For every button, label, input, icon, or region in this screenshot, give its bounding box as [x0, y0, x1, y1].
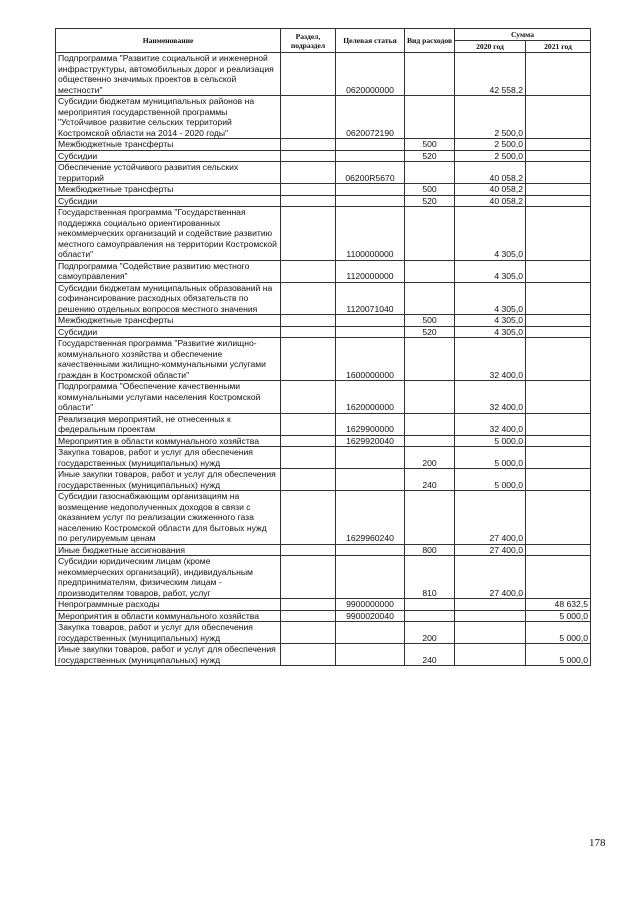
- cell-section: [281, 610, 336, 622]
- cell-2021: [526, 435, 591, 447]
- header-section: Раздел, подраздел: [281, 29, 336, 53]
- cell-2020: 2 500,0: [455, 139, 526, 151]
- cell-2020: 27 400,0: [455, 491, 526, 545]
- cell-2020: 5 000,0: [455, 435, 526, 447]
- cell-kind: 200: [405, 447, 455, 469]
- cell-section: [281, 184, 336, 196]
- table-row: [56, 260, 591, 282]
- cell-2020: 4 305,0: [455, 207, 526, 261]
- cell-2020: 40 058,2: [455, 195, 526, 207]
- cell-section: [281, 139, 336, 151]
- table-row: [56, 413, 591, 435]
- cell-kind: [405, 282, 455, 315]
- cell-name: Подпрограмма "Содействие развитию местного самоуправления": [56, 260, 281, 282]
- cell-section: [281, 413, 336, 435]
- table-row: [56, 162, 591, 184]
- table-row: [56, 326, 591, 338]
- table-row: [56, 53, 591, 96]
- cell-name: Межбюджетные трансферты: [56, 184, 281, 196]
- table-row: [56, 282, 591, 315]
- cell-name: Субсидии: [56, 150, 281, 162]
- cell-2021: [526, 282, 591, 315]
- cell-kind: [405, 338, 455, 381]
- cell-kind: 520: [405, 195, 455, 207]
- header-target: Целевая статья: [336, 29, 405, 53]
- cell-kind: 240: [405, 469, 455, 491]
- cell-target: 9900000000: [336, 599, 405, 611]
- cell-target: 06200R5670: [336, 162, 405, 184]
- table-row: [56, 207, 591, 261]
- cell-target: [336, 326, 405, 338]
- header-kind: Вид расходов: [405, 29, 455, 53]
- cell-2021: [526, 150, 591, 162]
- cell-2021: 48 632,5: [526, 599, 591, 611]
- table-row: [56, 150, 591, 162]
- cell-kind: 240: [405, 644, 455, 666]
- cell-section: [281, 599, 336, 611]
- cell-section: [281, 53, 336, 96]
- cell-name: Государственная программа "Развитие жилищно-коммунального хозяйства и обеспечение качественными жилищно-коммунальными услугами граждан в Костромской области": [56, 338, 281, 381]
- cell-kind: [405, 96, 455, 139]
- cell-target: 1600000000: [336, 338, 405, 381]
- table-row: [56, 338, 591, 381]
- cell-2020: 4 305,0: [455, 282, 526, 315]
- cell-name: Субсидии: [56, 195, 281, 207]
- cell-target: [336, 644, 405, 666]
- cell-section: [281, 556, 336, 599]
- cell-name: Государственная программа "Государственная поддержка социально ориентированных некоммерческих организаций и содействие развитию местного самоуправления на территории Костромской области": [56, 207, 281, 261]
- table-row: [56, 644, 591, 666]
- cell-kind: 200: [405, 622, 455, 644]
- cell-2021: [526, 491, 591, 545]
- cell-section: [281, 435, 336, 447]
- table-row: [56, 184, 591, 196]
- cell-2020: [455, 610, 526, 622]
- cell-2021: [526, 338, 591, 381]
- cell-target: [336, 469, 405, 491]
- cell-target: 0620072190: [336, 96, 405, 139]
- cell-name: Межбюджетные трансферты: [56, 139, 281, 151]
- cell-2021: [526, 139, 591, 151]
- cell-kind: [405, 599, 455, 611]
- table-row: [56, 556, 591, 599]
- header-year-2021: 2021 год: [526, 41, 591, 53]
- cell-target: 9900020040: [336, 610, 405, 622]
- cell-2021: [526, 413, 591, 435]
- cell-name: Субсидии юридическим лицам (кроме некоммерческих организаций), индивидуальным предпринимателям, физическим лицам - производителям товаров, работ, услуг: [56, 556, 281, 599]
- cell-name: Субсидии газоснабжающим организациям на возмещение недополученных доходов в связи с оказанием услуг по реализации сжиженного газа населению Костромской области для бытовых нужд по регулируемым ценам: [56, 491, 281, 545]
- table-row: [56, 469, 591, 491]
- cell-kind: [405, 435, 455, 447]
- cell-section: [281, 644, 336, 666]
- table-body: [56, 53, 591, 666]
- cell-target: 1629920040: [336, 435, 405, 447]
- cell-target: 0620000000: [336, 53, 405, 96]
- cell-2020: 2 500,0: [455, 96, 526, 139]
- cell-section: [281, 150, 336, 162]
- cell-section: [281, 260, 336, 282]
- cell-2020: 2 500,0: [455, 150, 526, 162]
- cell-name: Субсидии: [56, 326, 281, 338]
- cell-section: [281, 96, 336, 139]
- cell-2021: 5 000,0: [526, 610, 591, 622]
- cell-name: Реализация мероприятий, не отнесенных к федеральным проектам: [56, 413, 281, 435]
- cell-kind: 500: [405, 315, 455, 327]
- cell-kind: 800: [405, 544, 455, 556]
- page-number: 178: [589, 837, 606, 849]
- cell-name: Иные закупки товаров, работ и услуг для обеспечения государственных (муниципальных) нужд: [56, 469, 281, 491]
- cell-2021: [526, 184, 591, 196]
- cell-name: Мероприятия в области коммунального хозяйства: [56, 610, 281, 622]
- cell-2020: 32 400,0: [455, 381, 526, 414]
- cell-kind: [405, 610, 455, 622]
- cell-target: [336, 139, 405, 151]
- cell-kind: [405, 381, 455, 414]
- cell-name: Закупка товаров, работ и услуг для обеспечения государственных (муниципальных) нужд: [56, 447, 281, 469]
- table-row: [56, 491, 591, 545]
- cell-2020: 5 000,0: [455, 447, 526, 469]
- cell-2020: 27 400,0: [455, 556, 526, 599]
- cell-2021: [526, 195, 591, 207]
- cell-name: Субсидии бюджетам муниципальных районов на мероприятия государственной программы "Устойчивое развитие сельских территорий Костромской области на 2014 - 2020 годы": [56, 96, 281, 139]
- cell-kind: 500: [405, 139, 455, 151]
- cell-2021: [526, 207, 591, 261]
- cell-target: 1120000000: [336, 260, 405, 282]
- cell-2020: [455, 599, 526, 611]
- cell-2021: 5 000,0: [526, 644, 591, 666]
- table-row: [56, 96, 591, 139]
- cell-2020: 40 058,2: [455, 162, 526, 184]
- header-name: Наименование: [56, 29, 281, 53]
- cell-2021: [526, 544, 591, 556]
- cell-target: 1120071040: [336, 282, 405, 315]
- cell-2020: 32 400,0: [455, 413, 526, 435]
- cell-kind: [405, 53, 455, 96]
- table-row: [56, 435, 591, 447]
- cell-2021: [526, 162, 591, 184]
- table-row: [56, 544, 591, 556]
- cell-target: [336, 315, 405, 327]
- cell-2020: 4 305,0: [455, 260, 526, 282]
- cell-section: [281, 326, 336, 338]
- cell-section: [281, 491, 336, 545]
- cell-target: 1100000000: [336, 207, 405, 261]
- table-header: [56, 29, 591, 53]
- cell-section: [281, 315, 336, 327]
- cell-name: Иные бюджетные ассигнования: [56, 544, 281, 556]
- cell-section: [281, 282, 336, 315]
- budget-table: [55, 28, 591, 666]
- cell-2021: [526, 326, 591, 338]
- cell-kind: [405, 413, 455, 435]
- cell-2021: [526, 53, 591, 96]
- cell-section: [281, 544, 336, 556]
- cell-target: [336, 544, 405, 556]
- table-row: [56, 622, 591, 644]
- cell-target: 1629900000: [336, 413, 405, 435]
- table-row: [56, 381, 591, 414]
- cell-section: [281, 195, 336, 207]
- cell-kind: 500: [405, 184, 455, 196]
- cell-name: Субсидии бюджетам муниципальных образований на софинансирование расходных обязательств по решению отдельных вопросов местного значения: [56, 282, 281, 315]
- cell-2020: 42 558,2: [455, 53, 526, 96]
- cell-name: Непрограммные расходы: [56, 599, 281, 611]
- cell-2021: [526, 469, 591, 491]
- table-row: [56, 195, 591, 207]
- cell-2021: [526, 556, 591, 599]
- cell-kind: 520: [405, 150, 455, 162]
- cell-2020: 5 000,0: [455, 469, 526, 491]
- table-row: [56, 315, 591, 327]
- cell-name: Обеспечение устойчивого развития сельских территорий: [56, 162, 281, 184]
- cell-section: [281, 469, 336, 491]
- cell-2021: [526, 96, 591, 139]
- cell-2021: [526, 315, 591, 327]
- cell-2020: 32 400,0: [455, 338, 526, 381]
- cell-section: [281, 381, 336, 414]
- cell-target: [336, 622, 405, 644]
- cell-target: 1620000000: [336, 381, 405, 414]
- cell-section: [281, 622, 336, 644]
- cell-2021: 5 000,0: [526, 622, 591, 644]
- header-sum: Сумма: [455, 29, 591, 41]
- header-year-2020: 2020 год: [455, 41, 526, 53]
- cell-section: [281, 447, 336, 469]
- cell-2020: 4 305,0: [455, 326, 526, 338]
- cell-name: Подпрограмма "Обеспечение качественными коммунальными услугами населения Костромской области": [56, 381, 281, 414]
- cell-kind: [405, 260, 455, 282]
- cell-target: [336, 556, 405, 599]
- cell-2021: [526, 260, 591, 282]
- cell-section: [281, 338, 336, 381]
- cell-target: 1629960240: [336, 491, 405, 545]
- cell-2021: [526, 447, 591, 469]
- cell-kind: [405, 207, 455, 261]
- table-row: [56, 599, 591, 611]
- cell-kind: 520: [405, 326, 455, 338]
- cell-2020: 27 400,0: [455, 544, 526, 556]
- cell-kind: [405, 491, 455, 545]
- cell-name: Мероприятия в области коммунального хозяйства: [56, 435, 281, 447]
- cell-2021: [526, 381, 591, 414]
- table-row: [56, 447, 591, 469]
- cell-name: Иные закупки товаров, работ и услуг для обеспечения государственных (муниципальных) нужд: [56, 644, 281, 666]
- table-row: [56, 610, 591, 622]
- cell-section: [281, 207, 336, 261]
- cell-target: [336, 447, 405, 469]
- cell-2020: 40 058,2: [455, 184, 526, 196]
- cell-target: [336, 150, 405, 162]
- cell-kind: [405, 162, 455, 184]
- cell-2020: [455, 622, 526, 644]
- cell-section: [281, 162, 336, 184]
- cell-name: Закупка товаров, работ и услуг для обеспечения государственных (муниципальных) нужд: [56, 622, 281, 644]
- cell-name: Межбюджетные трансферты: [56, 315, 281, 327]
- cell-kind: 810: [405, 556, 455, 599]
- cell-target: [336, 195, 405, 207]
- cell-name: Подпрограмма "Развитие социальной и инженерной инфраструктуры, автомобильных дорог и реализация общественно значимых проектов в сельской местности": [56, 53, 281, 96]
- cell-2020: 4 305,0: [455, 315, 526, 327]
- cell-2020: [455, 644, 526, 666]
- cell-target: [336, 184, 405, 196]
- table-row: [56, 139, 591, 151]
